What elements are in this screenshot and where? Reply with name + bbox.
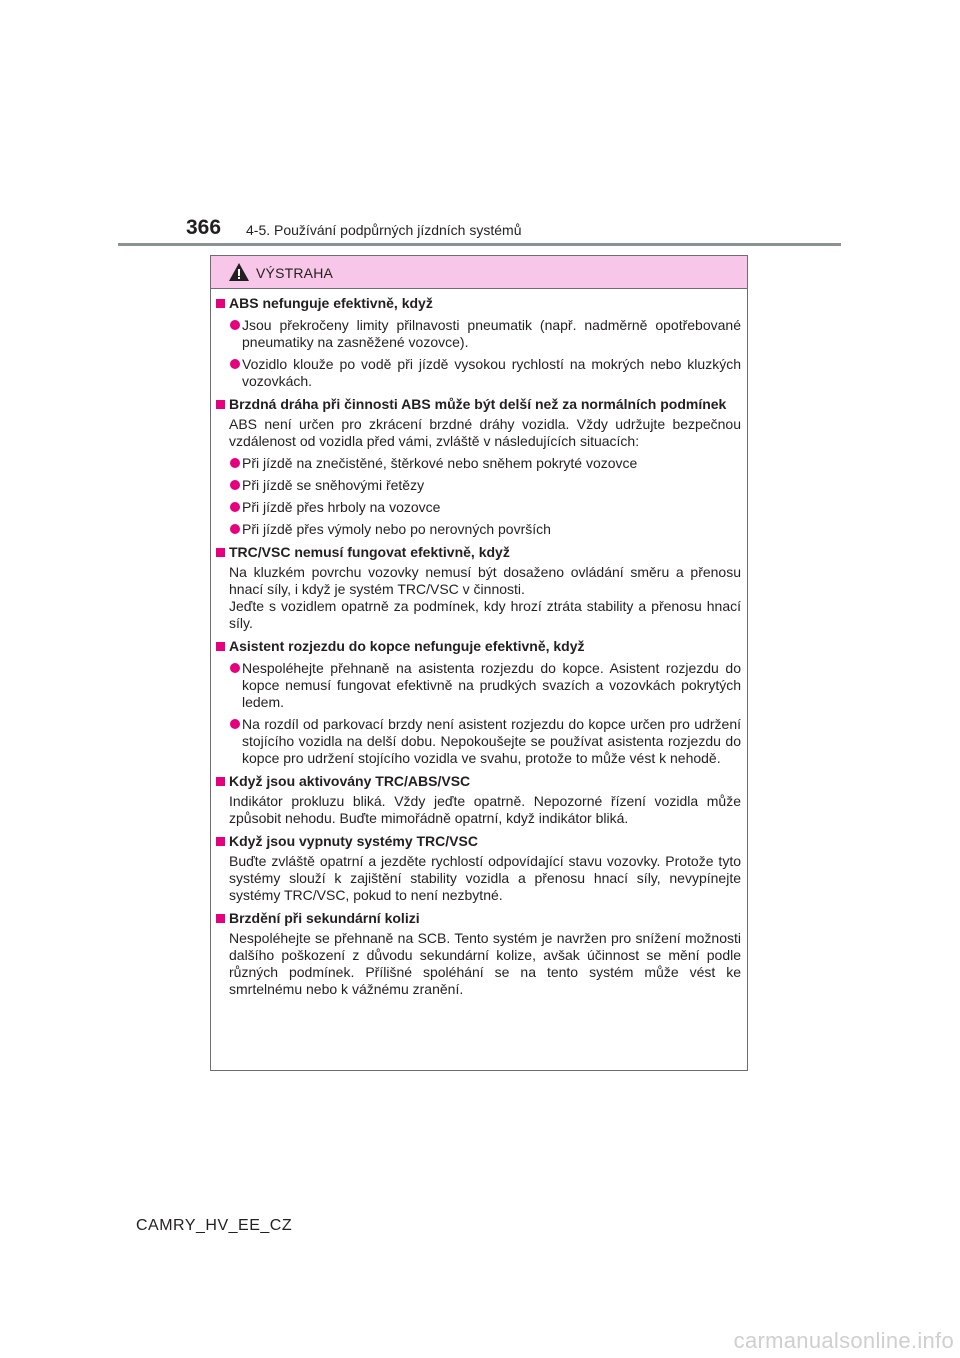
list-item [216, 660, 741, 711]
list-item-text: Při jízdě přes hrboly na vozovce [242, 499, 441, 515]
section-heading [216, 833, 741, 850]
warning-body [211, 289, 747, 998]
section-heading-text: Brzdná dráha při činnosti ABS může být delší než za normálních podmínek [229, 396, 727, 412]
list-item [216, 455, 741, 472]
warning-section [216, 773, 741, 827]
list-item-text: Na rozdíl od parkovací brzdy není asistent rozjezdu do kopce určen pro udržení stojícího vozidla na delší dobu. Nepokoušejte se používat asistenta rozjezdu do kopce pro udržení stojícího vozidla ve svahu, protože to může vést k nehodě. [242, 716, 741, 766]
list-item-text: Vozidlo klouže po vodě při jízdě vysokou rychlostí na mokrých nebo kluzkých vozovkách. [242, 356, 741, 389]
warning-section [216, 295, 741, 390]
circle-bullet-icon [230, 663, 240, 673]
circle-bullet-icon [230, 480, 240, 490]
list-item-text: Jsou překročeny limity přilnavosti pneumatik (např. nadměrně opotřebované pneumatiky na zasněžené vozovce). [242, 317, 741, 350]
page-header [0, 0, 960, 250]
list-item [216, 356, 741, 390]
section-heading-text: Když jsou vypnuty systémy TRC/VSC [229, 833, 478, 849]
warning-header [211, 256, 747, 289]
list-item [216, 499, 741, 516]
warning-section [216, 833, 741, 904]
section-heading [216, 396, 741, 413]
square-bullet-icon [216, 777, 225, 786]
list-item [216, 521, 741, 538]
section-heading [216, 773, 741, 790]
circle-bullet-icon [230, 458, 240, 468]
list-item-text: Při jízdě se sněhovými řetězy [242, 477, 425, 493]
section-paragraph: Nespoléhejte se přehnaně na SCB. Tento systém je navržen pro snížení možnosti dalšího poškození z důvodu sekundární kolize, avšak účinnost se mění podle různých podmínek. Přílišné spoléhání se na tento systém může vést ke smrtelnému nebo k vážnému zranění. [229, 930, 741, 997]
warning-label: VÝSTRAHA [256, 265, 334, 281]
list-item [216, 716, 741, 767]
circle-bullet-icon [230, 719, 240, 729]
circle-bullet-icon [230, 502, 240, 512]
warning-section [216, 544, 741, 632]
warning-triangle-icon [228, 262, 250, 282]
section-heading [216, 638, 741, 655]
list-item-text: Nespoléhejte přehnaně na asistenta rozjezdu do kopce. Asistent rozjezdu do kopce nemusí fungovat efektivně na prudkých svazích a vozovkách pokrytých ledem. [242, 660, 741, 710]
section-heading-text: ABS nefunguje efektivně, když [229, 295, 433, 311]
square-bullet-icon [216, 299, 225, 308]
section-paragraph: Na kluzkém povrchu vozovky nemusí být dosaženo ovládání směru a přenosu hnací síly, i když je systém TRC/VSC v činnosti. Jeďte s vozidlem opatrně za podmínek, kdy hrozí ztráta stability a přenosu hnací síly. [229, 564, 741, 631]
section-paragraph: ABS není určen pro zkrácení brzdné dráhy vozidla. Vždy udržujte bezpečnou vzdálenost od vozidla před vámi, zvláště v následujících situacích: [229, 416, 741, 449]
section-heading [216, 910, 741, 927]
header-rule [118, 243, 841, 246]
list-item [216, 317, 741, 351]
warning-box [210, 255, 748, 1071]
section-paragraph: Buďte zvláště opatrní a jezděte rychlostí odpovídající stavu vozovky. Protože tyto systémy slouží k zajištění stability vozidla a přenosu hnací síly, nevypínejte systémy TRC/VSC, pokud to není nezbytné. [229, 853, 741, 903]
square-bullet-icon [216, 400, 225, 409]
section-heading-text: Když jsou aktivovány TRC/ABS/VSC [229, 773, 471, 789]
circle-bullet-icon [230, 359, 240, 369]
warning-section [216, 910, 741, 998]
section-paragraph: Indikátor prokluzu bliká. Vždy jeďte opatrně. Nepozorné řízení vozidla může způsobit nehodu. Buďte mimořádně opatrní, když indikátor bliká. [229, 793, 741, 826]
square-bullet-icon [216, 914, 225, 923]
warning-section [216, 396, 741, 538]
list-item-text: Při jízdě přes výmoly nebo po nerovných površích [242, 521, 551, 537]
page-number: 366 [186, 216, 222, 239]
section-title: 4-5. Používání podpůrných jízdních systémů [246, 222, 522, 238]
list-item [216, 477, 741, 494]
section-heading-text: TRC/VSC nemusí fungovat efektivně, když [229, 544, 510, 560]
square-bullet-icon [216, 548, 225, 557]
square-bullet-icon [216, 837, 225, 846]
list-item-text: Při jízdě na znečistěné, štěrkové nebo sněhem pokryté vozovce [242, 455, 638, 471]
warning-section [216, 638, 741, 767]
square-bullet-icon [216, 642, 225, 651]
circle-bullet-icon [230, 524, 240, 534]
watermark[interactable]: carmanualsonline.info [733, 1328, 954, 1353]
section-heading [216, 544, 741, 561]
section-heading-text: Asistent rozjezdu do kopce nefunguje efektivně, když [229, 638, 585, 654]
model-code: CAMRY_HV_EE_CZ [136, 1217, 293, 1234]
section-heading-text: Brzdění při sekundární kolizi [229, 910, 420, 926]
section-heading [216, 295, 741, 312]
circle-bullet-icon [230, 320, 240, 330]
